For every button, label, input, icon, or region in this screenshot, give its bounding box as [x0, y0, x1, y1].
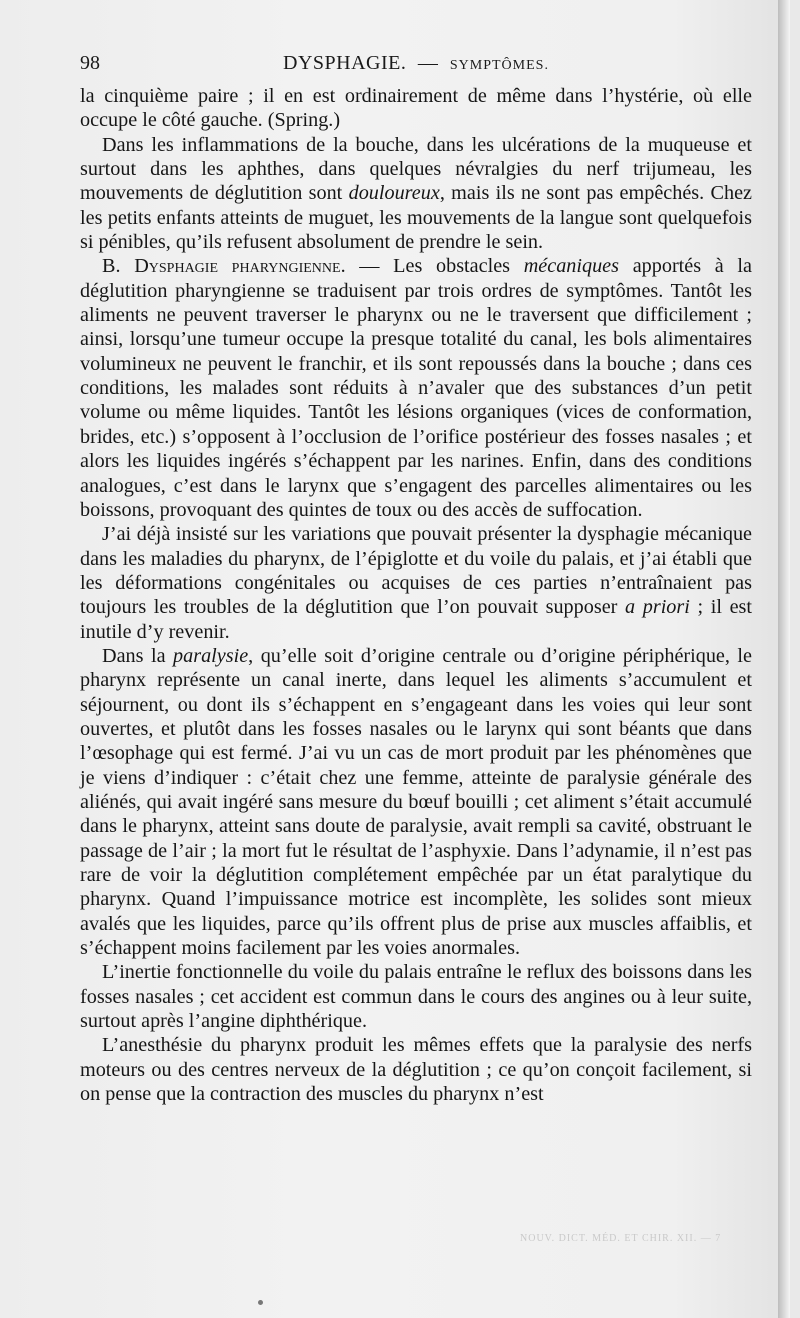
running-title-dash: — [417, 52, 439, 74]
ink-speck [258, 1300, 263, 1305]
body-text [80, 84, 752, 1106]
page-header [80, 52, 752, 82]
page-number: 98 [80, 52, 100, 74]
paragraph-3-text-a: — Les obstacles [345, 255, 524, 278]
running-title-sub: SYMPTÔMES. [449, 58, 549, 73]
paragraph-2-emphasis: douloureux [348, 182, 440, 205]
paragraph-5-text-a: Dans la [102, 644, 174, 667]
paragraph-4-text-b: ; il est inutile d’y revenir. [80, 596, 752, 643]
paragraph-2 [80, 133, 752, 255]
paragraph-1: la cinquième paire ; il en est ordinairement de même dans l’hystérie, où elle occupe le côté gauche. (Spring.) [80, 85, 752, 132]
paragraph-4 [80, 522, 752, 644]
paragraph-4-emphasis: a priori [625, 596, 690, 619]
paragraph-2-text-a: Dans les inflammations de la bouche, dans les ulcérations de la muqueuse et surtout dans les aphthes, dans quelques névralgies du nerf trijumeau, les mouvements de déglutition sont [80, 133, 752, 205]
paragraph-5-emphasis: paralysie [173, 644, 249, 667]
running-title [80, 52, 752, 75]
section-heading-dysphagie-pharyngienne: B. Dysphagie pharyngienne. [102, 255, 346, 278]
paragraph-7: L’anesthésie du pharynx produit les mêmes effets que la paralysie des nerfs moteurs ou des centres nerveux de la déglutition ; ce qu’on conçoit facilement, si on pense que la contraction des muscles du pharynx n’est [80, 1034, 752, 1106]
paragraph-4-text-a: J’ai déjà insisté sur les variations que pouvait présenter la dysphagie mécanique dans les maladies du pharynx, de l’épiglotte et du voile du palais, et j’ai établi que les déformations congénitales ou acquises de ces parties n’entraînaient pas toujours les troubles de la déglutition que l’on pouvait supposer [80, 523, 752, 619]
signature-mark: NOUV. DICT. MÉD. ET CHIR. XII. — 7 [520, 1233, 722, 1244]
paragraph-5 [80, 644, 752, 960]
paragraph-2-text-b: , mais ils ne sont pas empêchés. Chez les petits enfants atteints de muguet, les mouvements de la langue sont quelquefois si pénibles, qu’ils refusent absolument de prendre le sein. [80, 182, 752, 254]
paragraph-3 [80, 254, 752, 522]
paragraph-6: L’inertie fonctionnelle du voile du palais entraîne le reflux des boissons dans les fosses nasales ; cet accident est commun dans le cours des angines ou à leur suite, surtout après l’angine diphthérique. [80, 961, 752, 1033]
paragraph-3-text-b: apportés à la déglutition pharyngienne se traduisent par trois ordres de symptômes. Tantôt les aliments ne peuvent traverser le pharynx ou ne le traversent que difficilement ; ainsi, lorsqu’une tumeur occupe la presque totalité du canal, les bols alimentaires volumineux ne peuvent le franchir, et ils sont repoussés dans la bouche ; dans ces conditions, les malades sont réduits à n’avaler que des substances d’un petit volume ou même liquides. Tantôt les lésions organiques (vices de conformation, brides, etc.) s’opposent à l’occlusion de l’orifice postérieur des fosses nasales ; et alors les liquides ingérés s’échappent par les narines. Enfin, dans des conditions analogues, c’est dans le larynx que s’engagent des parcelles alimentaires ou les boissons, provoquant des quintes de toux ou des accès de suffocation. [80, 255, 752, 521]
running-title-main: DYSPHAGIE. [283, 52, 407, 74]
paragraph-3-emphasis: mécaniques [523, 255, 620, 278]
page-edge [778, 0, 790, 1318]
paragraph-5-text-b: , qu’elle soit d’origine centrale ou d’origine périphérique, le pharynx représente un canal inerte, dans lequel les aliments s’accumulent et séjournent, ou dont ils s’échappent en s’engageant dans les voies qui leur sont ouvertes, et plutôt dans les fosses nasales ou le larynx qui sont béants que dans l’œsophage qui est fermé. J’ai vu un cas de mort produit par les phénomènes que je viens d’indiquer : c’était chez une femme, atteinte de paralysie générale des aliénés, qui avait ingéré sans mesure du bœuf bouilli ; cet aliment s’était accumulé dans le pharynx, atteint sans doute de paralysie, avait rempli sa cavité, obstruant le passage de l’air ; la mort fut le résultat de l’asphyxie. Dans l’adynamie, il n’est pas rare de voir la déglutition complétement empêchée par un état paralytique du pharynx. Quand l’impuissance motrice est incomplète, les solides sont mieux avalés que les liquides, parce qu’ils offrent plus de prise aux muscles affaiblis, et s’échappent moins facilement par les voies anormales. [80, 644, 752, 960]
